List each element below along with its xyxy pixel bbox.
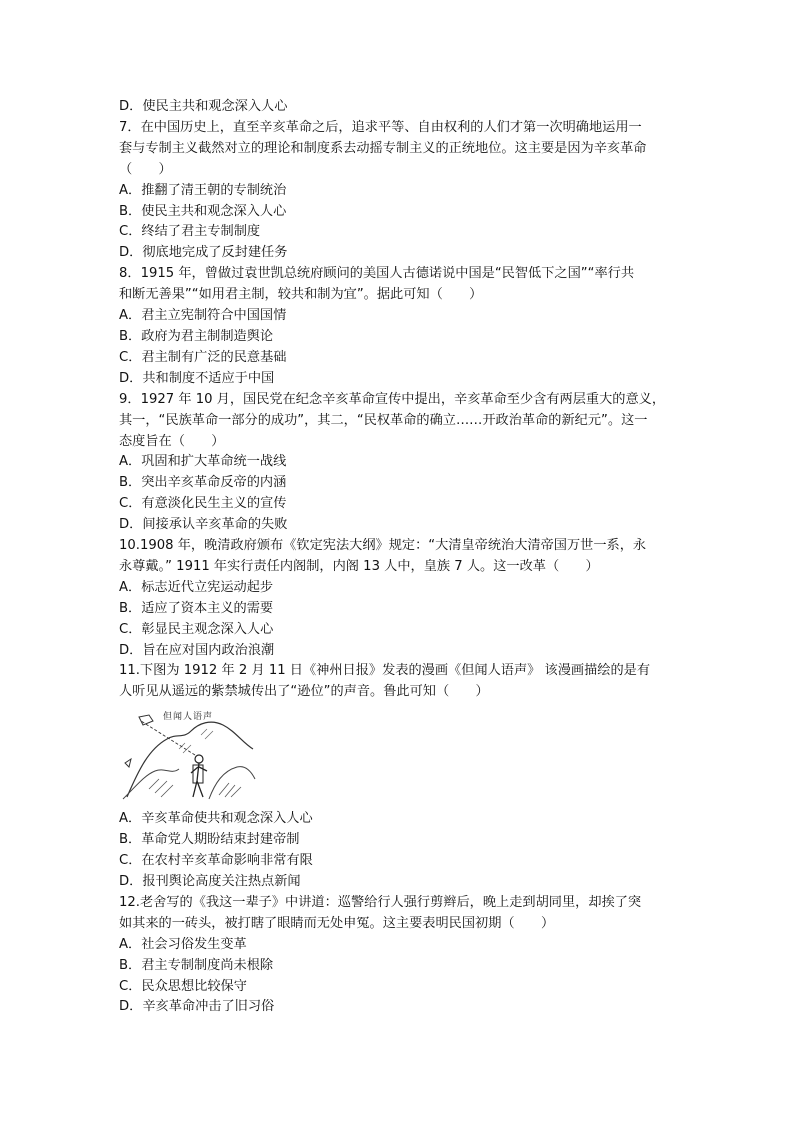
option-q10-b: B．适应了资本主义的需要 <box>119 600 274 616</box>
option-q12-b: B．君主专制制度尚未根除 <box>119 957 274 973</box>
option-q11-c: C．在农村辛亥革命影响非常有限 <box>119 853 313 869</box>
option-q9-c: C．有意淡化民生主义的宣传 <box>119 496 287 512</box>
option-q12-a: A．社会习俗发生变革 <box>119 936 247 952</box>
option-q7-b: B．使民主共和观念深入人心 <box>119 203 287 219</box>
question-10-stem-cont: 永尊戴。” 1911 年实行责任内阁制，内阁 13 人中，皇族 7 人。这一改革（ ） <box>119 558 599 574</box>
question-9-stem-cont: 其一，“民族革命一部分的成功”，其二，“民权革命的确立……开政治革命的新纪元”。这一 <box>119 412 648 428</box>
cartoon-caption: 但闻人语声 <box>163 712 214 723</box>
question-9-stem: 9．1927 年 10 月，国民党在纪念辛亥革命宣传中提出，辛亥革命至少含有两层重大的意义， <box>119 391 666 407</box>
option-q12-c: C．民众思想比较保守 <box>119 978 247 994</box>
question-8-stem-cont: 和断无善果”“如用君主制，较共和制为宜”。据此可知（ ） <box>119 287 483 303</box>
question-8-stem: 8．1915 年，曾做过袁世凯总统府顾问的美国人古德诺说中国是“民智低下之国”“率行共 <box>119 266 635 282</box>
question-9-stem-end: 态度旨在（ ） <box>119 433 225 449</box>
option-q7-a: A．推翻了清王朝的专制统治 <box>119 182 287 198</box>
option-q12-d: D．辛亥革命冲击了旧习俗 <box>119 999 275 1015</box>
option-q9-d: D．间接承认辛亥革命的失败 <box>119 517 288 533</box>
cartoon-illustration <box>119 709 679 801</box>
option-q8-c: C．君主制有广泛的民意基础 <box>119 349 287 365</box>
question-7-blank: （ ） <box>119 161 172 177</box>
option-q11-d: D．报刊舆论高度关注热点新闻 <box>119 874 301 889</box>
option-q6-d: D．使民主共和观念深入人心 <box>119 99 288 114</box>
option-q11-a: A．辛亥革命使共和观念深入人心 <box>119 811 313 827</box>
question-10-stem: 10.1908 年，晚清政府颁布《钦定宪法大纲》规定：“大清皇帝统治大清帝国万世一系，永 <box>119 538 647 554</box>
cartoon-drawing <box>119 709 259 801</box>
option-q7-d: D．彻底地完成了反封建任务 <box>119 245 288 261</box>
option-q7-c: C．终结了君主专制制度 <box>119 224 261 240</box>
option-q10-c: C．彰显民主观念深入人心 <box>119 621 274 637</box>
question-7-stem: 7．在中国历史上，直至辛亥革命之后，追求平等、自由权利的人们才第一次明确地运用一 <box>119 119 642 135</box>
question-7-stem-cont: 套与专制主义截然对立的理论和制度系去动摇专制主义的正统地位。这主要是因为辛亥革命 <box>119 140 647 156</box>
option-q8-d: D．共和制度不适应于中国 <box>119 370 275 386</box>
question-11-stem: 11.下图为 1912 年 2 月 11 日《神州日报》发表的漫画《但闻人语声》 该漫画描绘的是有 <box>119 663 651 679</box>
question-12-stem-cont: 如其来的一砖头，被打瞎了眼睛而无处申冤。这主要表明民国初期（ ） <box>119 915 555 931</box>
question-12-stem: 12.老舍写的《我这一辈子》中讲道：巡警给行人强行剪辫后，晚上走到胡同里，却挨了突 <box>119 894 642 910</box>
option-q9-a: A．巩固和扩大革命统一战线 <box>119 454 287 470</box>
option-q10-a: A．标志近代立宪运动起步 <box>119 579 274 595</box>
exam-page <box>119 97 679 1018</box>
option-q9-b: B．突出辛亥革命反帝的内涵 <box>119 475 287 491</box>
option-q10-d: D．旨在应对国内政治浪潮 <box>119 642 275 658</box>
option-q8-b: B．政府为君主制制造舆论 <box>119 328 274 344</box>
question-11-stem-cont: 人听见从遥远的紫禁城传出了“逊位”的声音。鲁此可知（ ） <box>119 684 489 700</box>
option-q8-a: A．君主立宪制符合中国国情 <box>119 308 287 324</box>
option-q11-b: B．革命党人期盼结束封建帝制 <box>119 832 300 848</box>
